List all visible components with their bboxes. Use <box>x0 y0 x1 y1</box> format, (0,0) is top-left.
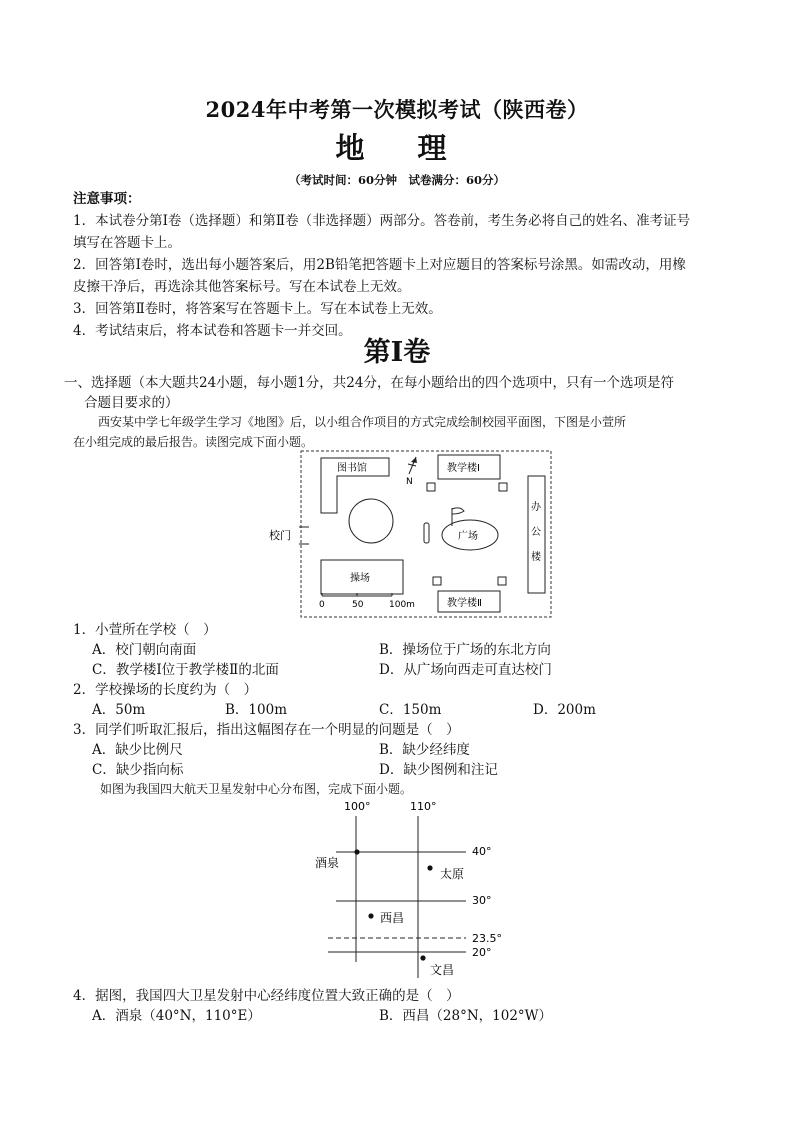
library-label: 图书馆 <box>337 463 367 474</box>
question-3-option-c[interactable]: C．缺少指向标 <box>92 762 184 778</box>
north-arrow-head <box>411 457 417 463</box>
note-line: 3．回答第Ⅱ卷时，将答案写在答题卡上。写在本试卷上无效。 <box>73 301 442 317</box>
question-4-option-b[interactable]: B．西昌（28°N，102°W） <box>379 1008 553 1024</box>
wenchang-dot <box>420 955 425 960</box>
question-4-stem: 4．据图，我国四大卫星发射中心经纬度位置大致正确的是（ ） <box>73 988 460 1004</box>
latitude-label-20: 20° <box>472 946 492 959</box>
taiyuan-dot <box>427 865 432 870</box>
xichang-dot <box>368 913 373 918</box>
question-1-option-d[interactable]: D．从广场向西走可直达校门 <box>379 662 552 678</box>
launch-center-map <box>304 796 514 982</box>
question-3-option-a[interactable]: A．缺少比例尺 <box>92 742 183 758</box>
latitude-label-30: 30° <box>472 894 492 907</box>
question-3-option-b[interactable]: B．缺少经纬度 <box>379 742 470 758</box>
tree-square <box>427 483 435 491</box>
note-line: 2．回答第Ⅰ卷时，选出每小题答案后，用2B铅笔把答题卡上对应题目的答案标号涂黑。如需改动，用橡 <box>73 257 686 273</box>
wenchang-label: 文昌 <box>430 963 455 977</box>
office-label-2: 公 <box>531 527 541 538</box>
round-lawn <box>349 499 393 543</box>
tree-square <box>499 483 507 491</box>
material-2: 如图为我国四大航天卫星发射中心分布图，完成下面小题。 <box>100 782 413 796</box>
question-1-option-b[interactable]: B．操场位于广场的东北方向 <box>379 642 551 658</box>
note-line: 1．本试卷分第Ⅰ卷（选择题）和第Ⅱ卷（非选择题）两部分。答卷前，考生务必将自己的姓名、准考证号 <box>73 213 691 229</box>
question-2-stem: 2．学校操场的长度约为（ ） <box>73 682 258 698</box>
tree-square <box>498 577 506 585</box>
latitude-label-23-5: 23.5° <box>472 932 502 945</box>
longitude-label-100: 100° <box>344 800 371 813</box>
question-2-option-d[interactable]: D．200m <box>533 702 596 718</box>
material-1-cont: 在小组完成的最后报告。读图完成下面小题。 <box>73 435 314 449</box>
latitude-label-40: 40° <box>472 845 492 858</box>
question-3-stem: 3．同学们听取汇报后，指出这幅图存在一个明显的问题是（ ） <box>73 722 460 738</box>
question-2-option-c[interactable]: C．150m <box>379 702 442 718</box>
material-1: 西安某中学七年级学生学习《地图》后，以小组合作项目的方式完成绘制校园平面图，下图是小萱所 <box>98 415 627 429</box>
note-line: 4．考试结束后，将本试卷和答题卡一并交回。 <box>73 323 352 339</box>
office-label-3: 楼 <box>531 552 541 563</box>
question-2-option-b[interactable]: B．100m <box>225 702 287 718</box>
longitude-label-110: 110° <box>410 800 437 813</box>
school-map <box>265 448 555 620</box>
question-2-option-a[interactable]: A．50m <box>92 702 146 718</box>
exam-info: （考试时间：60分钟 试卷满分：60分） <box>288 173 505 187</box>
scale-label-50: 50 <box>352 600 364 610</box>
question-1-stem: 1．小萱所在学校（ ） <box>73 622 217 638</box>
playground-label: 操场 <box>350 573 370 584</box>
square-label: 广场 <box>458 531 478 542</box>
small-structure <box>424 523 429 543</box>
scale-label-100m: 100m <box>389 600 415 610</box>
teaching-building-1-label: 教学楼Ⅰ <box>447 463 480 474</box>
scale-label-0: 0 <box>319 600 325 610</box>
question-1-option-a[interactable]: A．校门朝向南面 <box>92 642 197 658</box>
xichang-label: 西昌 <box>380 911 405 925</box>
note-line: 皮擦干净后，再选涂其他答案标号。写在本试卷上无效。 <box>73 279 411 295</box>
section-title: 第Ⅰ卷 <box>363 337 431 368</box>
note-line: 填写在答题卡上。 <box>73 235 181 251</box>
tree-square <box>433 577 441 585</box>
notes-heading: 注意事项： <box>73 191 141 207</box>
teaching-building-2-label: 教学楼Ⅱ <box>447 598 482 609</box>
exam-title: 2024年中考第一次模拟考试（陕西卷） <box>205 97 589 122</box>
jiuquan-label: 酒泉 <box>315 856 340 870</box>
question-3-option-d[interactable]: D．缺少图例和注记 <box>379 762 498 778</box>
north-label: N <box>406 477 413 487</box>
question-4-option-a[interactable]: A．酒泉（40°N，110°E） <box>92 1008 261 1024</box>
section-intro-cont: 合题目要求的） <box>84 395 179 411</box>
flag <box>452 508 464 514</box>
office-label-1: 办 <box>531 502 541 513</box>
gate-label: 校门 <box>269 529 291 542</box>
question-1-option-c[interactable]: C．教学楼Ⅰ位于教学楼Ⅱ的北面 <box>92 662 279 678</box>
subject-title: 地 理 <box>335 131 459 165</box>
taiyuan-label: 太原 <box>440 867 465 881</box>
section-intro: 一、选择题（本大题共24小题，每小题1分，共24分，在每小题给出的四个选项中，只有一个选项是符 <box>64 375 674 391</box>
jiuquan-dot <box>354 849 359 854</box>
